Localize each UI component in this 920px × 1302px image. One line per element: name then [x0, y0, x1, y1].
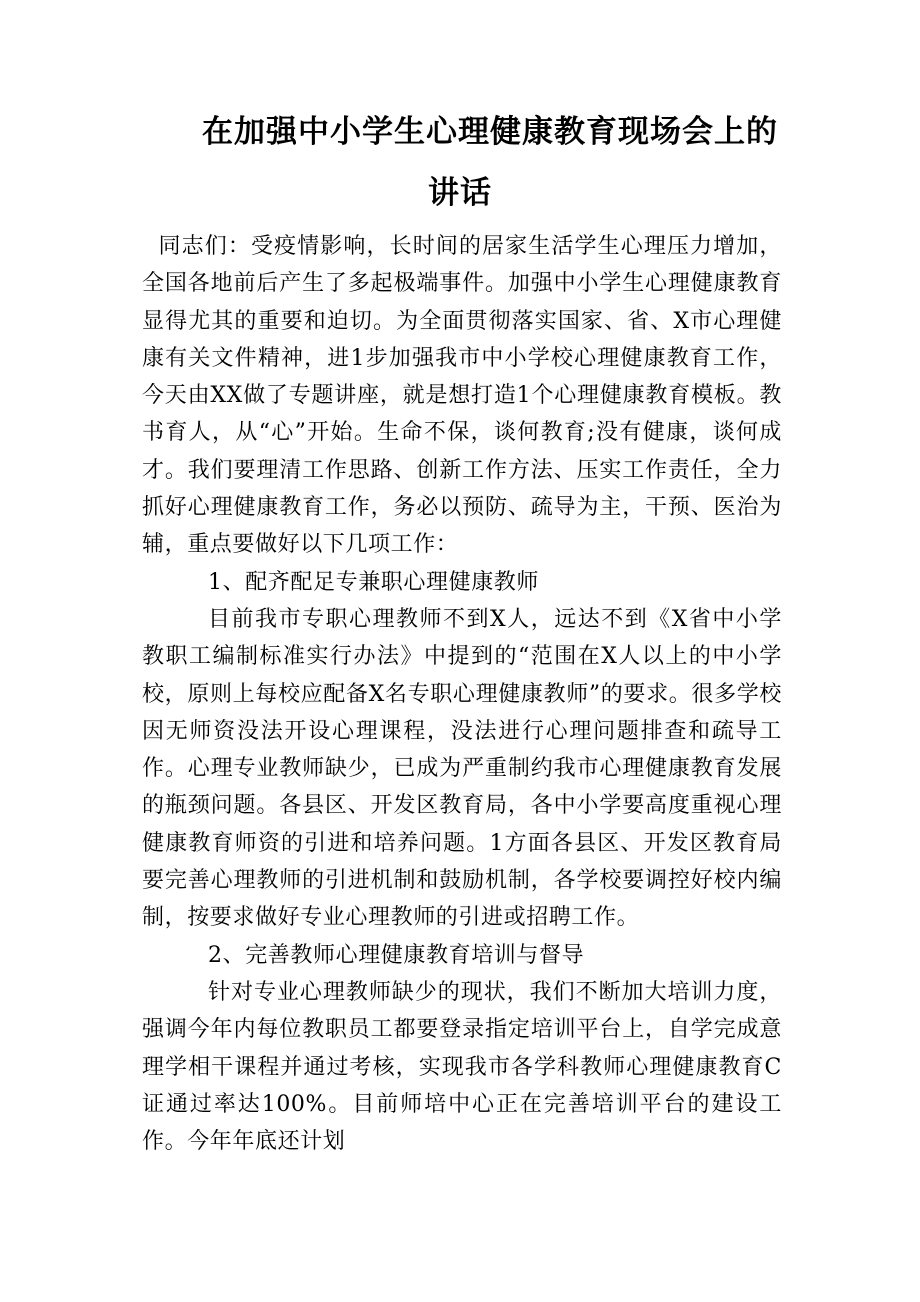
paragraph-section-2: 针对专业心理教师缺少的现状，我们不断加大培训力度，强调今年内每位教职员工都要登录指定培训平台上，自学完成意理学相干课程并通过考核，实现我市各学科教师心理健康教育C证通过率达100%。目前师培中心正在完善培训平台的建设工作。今年年底还计划	[142, 979, 782, 1155]
section-heading-1: 1、配齐配足专兼职心理健康教师	[208, 569, 539, 595]
document-title-line-1: 在加强中小学生心理健康教育现场会上的	[202, 114, 778, 150]
section-heading-2: 2、完善教师心理健康教育培训与督导	[208, 942, 585, 968]
paragraph-section-1: 目前我市专职心理教师不到X人，远达不到《X省中小学教职工编制标准实行办法》中提到的“范围在X人以上的中小学校，原则上每校应配备X名专职心理健康教师”的要求。很多学校因无师资没法开设心理课程，没法进行心理问题排查和疏导工作。心理专业教师缺少，已成为严重制约我市心理健康教育发展的瓶颈问题。各县区、开发区教育局，各中小学要高度重视心理健康教育师资的引进和培养问题。1方面各县区、开发区教育局要完善心理教师的引进机制和鼓励机制，各学校要调控好校内编制，按要求做好专业心理教师的引进或招聘工作。	[142, 606, 782, 931]
document-body	[142, 228, 782, 1160]
paragraph-intro: 同志们：受疫情影响，长时间的居家生活学生心理压力增加，全国各地前后产生了多起极端事件。加强中小学生心理健康教育显得尤其的重要和迫切。为全面贯彻落实国家、省、X市心理健康有关文件精神，进1步加强我市中小学校心理健康教育工作，今天由XX做了专题讲座，就是想打造1个心理健康教育模板。教书育人，从“心”开始。生命不保，谈何教育;没有健康，谈何成才。我们要理清工作思路、创新工作方法、压实工作责任，全力抓好心理健康教育工作，务必以预防、疏导为主，干预、医治为辅，重点要做好以下几项工作：	[142, 234, 782, 558]
document-title-line-2: 讲话	[428, 175, 492, 211]
